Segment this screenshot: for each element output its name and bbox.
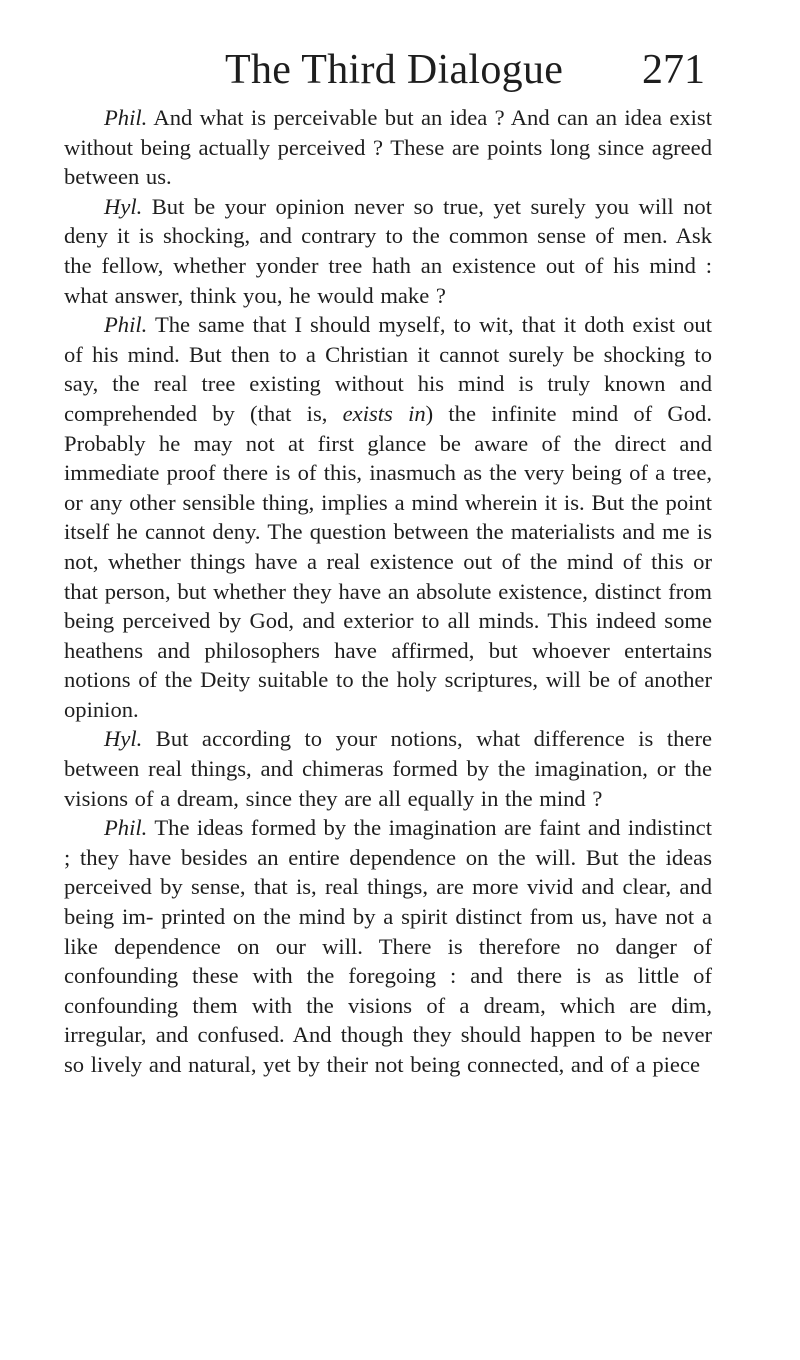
emphasis-text: exists in xyxy=(342,400,426,426)
paragraph-text: But be your opinion never so true, yet surely you will not deny it is shocking, and contrary to the common sense of men. Ask the fellow, whether yonder tree hath an existence out of his mind : what answer, think you, he would make ? xyxy=(64,193,712,308)
speaker-label: Phil. xyxy=(104,815,148,841)
page-number: 271 xyxy=(642,47,705,93)
dialogue-paragraph xyxy=(64,103,712,192)
speaker-label: Hyl. xyxy=(104,726,143,752)
speaker-label: Phil. xyxy=(104,312,148,338)
paragraph-text: The same that I should myself, to wit, that it doth exist out of his mind. But then to a Christian it cannot surely be shocking to say, the real tree existing without his mind is truly known and comprehended by (that is, xyxy=(64,312,712,426)
speaker-label: Phil. xyxy=(104,105,148,130)
dialogue-paragraph xyxy=(64,813,712,1079)
page-header xyxy=(0,40,800,100)
paragraph-text: ) the infinite mind of God. Probably he may not at first glance be aware of the direct and immediate proof there is of this, inasmuch as the very being of a tree, or any other sensible thing, implies a mind wherein it is. But the point itself he cannot deny. The question between the materialists and me is not, whether things have a real existence out of the mind of this or that person, but whether they have an absolute existence, distinct from being perceived by God, and exterior to all minds. This indeed some heathens and philosophers have affirmed, but whoever entertains notions of the Deity suitable to the holy scriptures, will be of another opinion. xyxy=(64,400,712,722)
paragraph-text: But according to your notions, what difference is there between real things, and chimeras formed by the imagination, or the visions of a dream, since they are all equally in the mind ? xyxy=(64,726,712,811)
dialogue-paragraph xyxy=(64,192,712,310)
dialogue-paragraph xyxy=(64,724,712,813)
paragraph-text: And what is perceivable but an idea ? And can an idea exist without being actually perceived ? These are points long since agreed between us. xyxy=(64,105,712,190)
speaker-label: Hyl. xyxy=(104,193,143,219)
running-title: The Third Dialogue xyxy=(225,47,564,93)
body-text xyxy=(64,103,712,1080)
paragraph-text: The ideas formed by the imagination are faint and indistinct ; they have besides an entire dependence on the will. But the ideas perceived by sense, that is, real things, are more vivid and clear, and being im- printed on the mind by a spirit distinct from us, have not a like dependence on our will. There is therefore no danger of confounding these with the foregoing : and there is as little of confounding them with the visions of a dream, which are dim, irregular, and confused. And though they should happen to be never so lively and natural, yet by their not being connected, and of a piece xyxy=(64,815,712,1077)
dialogue-paragraph xyxy=(64,310,712,724)
